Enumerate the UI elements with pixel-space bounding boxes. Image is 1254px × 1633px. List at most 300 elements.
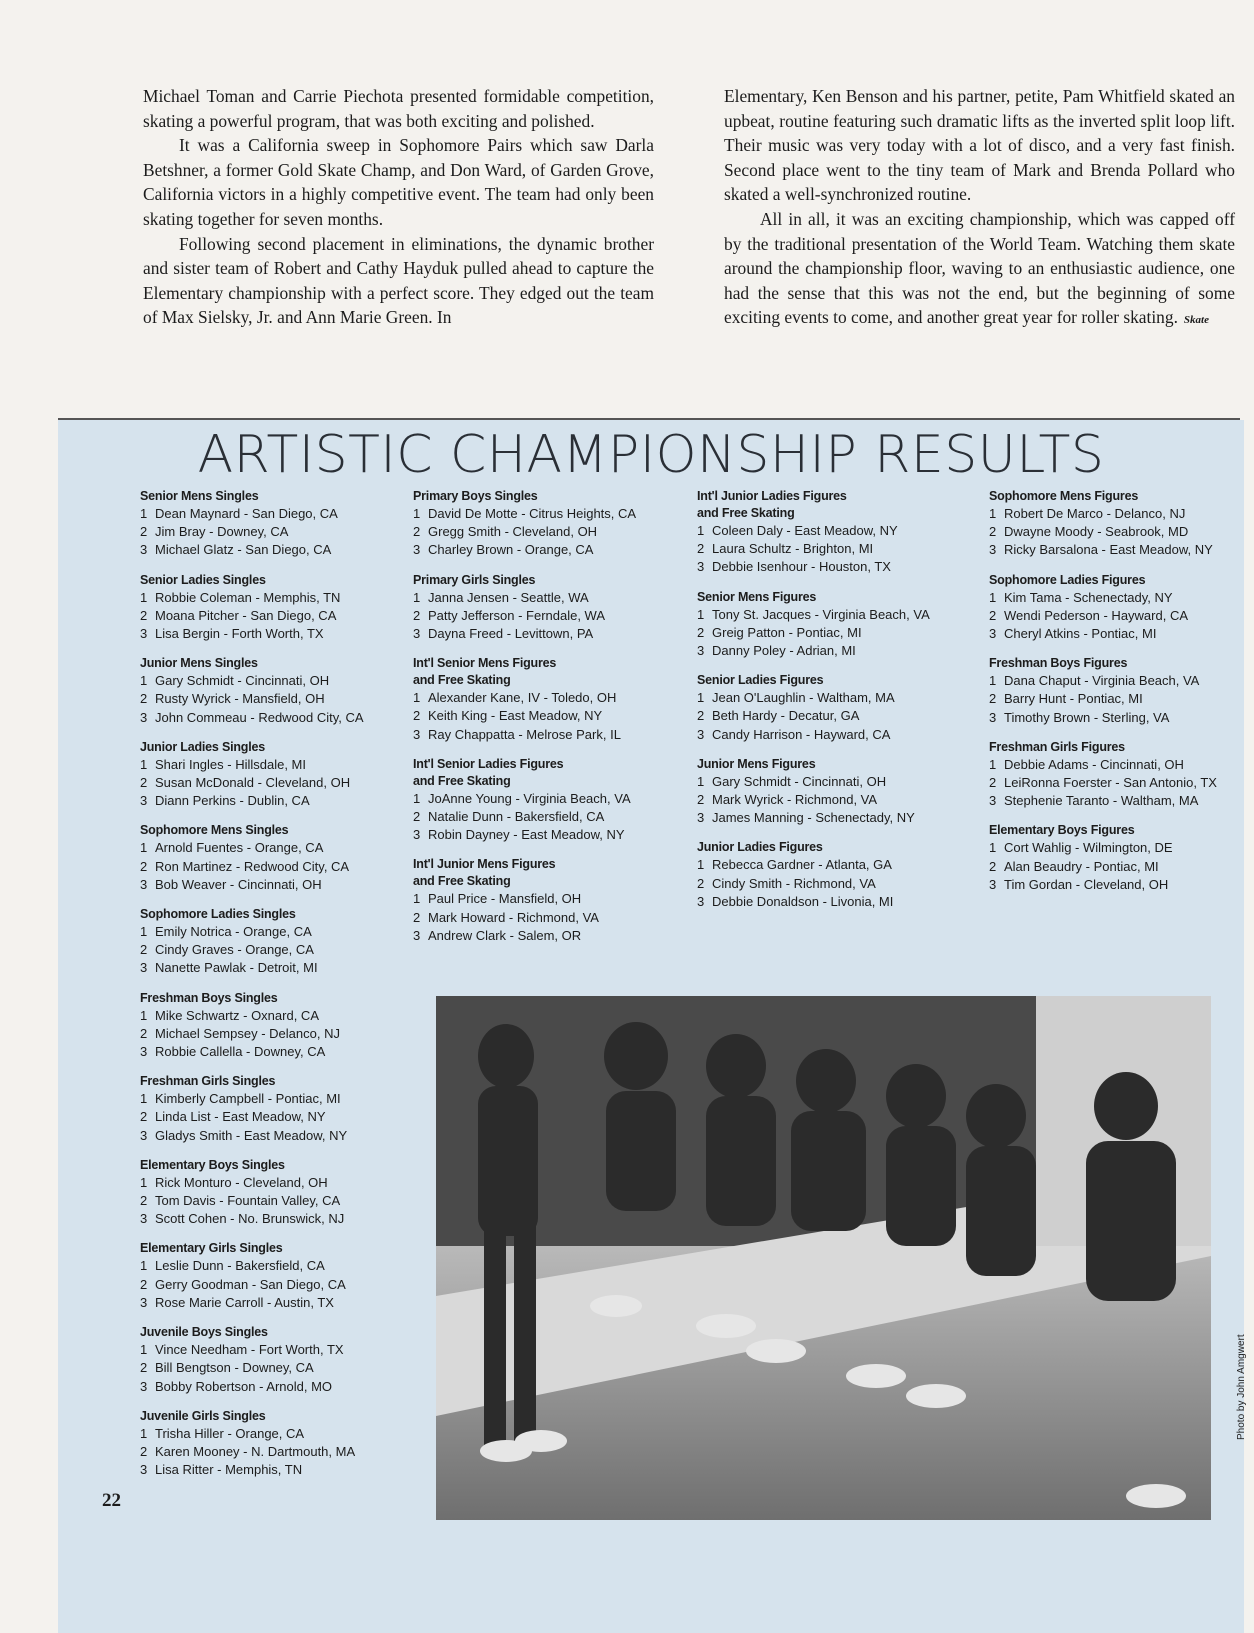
- result-entry: [140, 607, 392, 625]
- result-entry: [413, 505, 677, 523]
- placement-number: 3: [140, 1294, 148, 1310]
- skater-name-location: Gary Schmidt - Cincinnati, OH: [712, 773, 887, 789]
- skater-name-location: Mark Wyrick - Richmond, VA: [712, 792, 878, 808]
- placement-number: 3: [697, 643, 705, 659]
- skaters-photo-illustration: [436, 996, 1211, 1520]
- placement-number: 3: [140, 542, 148, 558]
- skater-name-location: Mark Howard - Richmond, VA: [428, 909, 599, 925]
- results-category: [413, 655, 677, 744]
- results-category: [413, 856, 677, 945]
- placement-number: 3: [697, 893, 705, 909]
- skater-name-location: Rebecca Gardner - Atlanta, GA: [712, 857, 892, 873]
- result-entry: [140, 1127, 392, 1145]
- placement-number: 1: [413, 589, 421, 605]
- skater-name-location: Kim Tama - Schenectady, NY: [1004, 589, 1173, 605]
- result-entry: [140, 1443, 392, 1461]
- placement-number: 1: [140, 589, 148, 605]
- result-entry: [413, 541, 677, 559]
- results-category: [140, 739, 392, 811]
- result-entry: [140, 709, 392, 727]
- placement-number: 2: [989, 524, 997, 540]
- result-entry: [413, 826, 677, 844]
- skater-name-location: Robbie Coleman - Memphis, TN: [155, 589, 341, 605]
- placement-number: 1: [697, 690, 705, 706]
- result-entry: [697, 540, 965, 558]
- results-category: [697, 839, 965, 911]
- result-entry: [140, 756, 392, 774]
- placement-number: 3: [697, 559, 705, 575]
- placement-number: 1: [413, 690, 421, 706]
- category-heading: Int'l Junior Mens Figures: [413, 857, 556, 872]
- result-entry: [413, 927, 677, 945]
- results-category: [989, 655, 1239, 727]
- placement-number: 2: [697, 792, 705, 808]
- result-entry: [989, 839, 1239, 857]
- placement-number: 2: [140, 1276, 148, 1292]
- placement-number: 1: [989, 756, 997, 772]
- results-category: [697, 756, 965, 828]
- placement-number: 3: [989, 626, 997, 642]
- skater-name-location: Jean O'Laughlin - Waltham, MA: [712, 690, 895, 706]
- skaters-photo: [436, 996, 1211, 1520]
- skater-name-location: Bob Weaver - Cincinnati, OH: [155, 876, 322, 892]
- result-entry: [989, 541, 1239, 559]
- placement-number: 3: [140, 793, 148, 809]
- category-heading: Sophomore Ladies Figures: [989, 572, 1146, 587]
- skater-name-location: Ricky Barsalona - East Meadow, NY: [1004, 542, 1213, 558]
- result-entry: [989, 589, 1239, 607]
- placement-number: 3: [697, 810, 705, 826]
- result-entry: [140, 1359, 392, 1377]
- skater-name-location: JoAnne Young - Virginia Beach, VA: [428, 790, 631, 806]
- placement-number: 3: [413, 626, 421, 642]
- category-heading: Sophomore Ladies Singles: [140, 907, 296, 922]
- result-entry: [140, 672, 392, 690]
- placement-number: 2: [697, 708, 705, 724]
- results-category: [140, 488, 392, 560]
- result-entry: [413, 790, 677, 808]
- article-body: [143, 84, 1235, 406]
- placement-number: 3: [140, 876, 148, 892]
- result-entry: [140, 1341, 392, 1359]
- skater-name-location: Michael Glatz - San Diego, CA: [155, 542, 332, 558]
- placement-number: 1: [697, 606, 705, 622]
- result-entry: [697, 606, 965, 624]
- category-heading: Freshman Girls Singles: [140, 1074, 276, 1089]
- results-category: [140, 572, 392, 644]
- results-column-2: [413, 488, 677, 957]
- result-entry: [140, 941, 392, 959]
- result-entry: [413, 523, 677, 541]
- skater-name-location: Debbie Donaldson - Livonia, MI: [712, 893, 894, 909]
- category-heading: Juvenile Boys Singles: [140, 1325, 268, 1340]
- result-entry: [697, 558, 965, 576]
- placement-number: 3: [413, 827, 421, 843]
- category-heading: Senior Mens Figures: [697, 589, 817, 604]
- skater-name-location: Rusty Wyrick - Mansfield, OH: [155, 691, 325, 707]
- skater-name-location: Robin Dayney - East Meadow, NY: [428, 827, 625, 843]
- article-paragraph: [724, 207, 1235, 333]
- placement-number: 3: [140, 1127, 148, 1143]
- skater-name-location: Scott Cohen - No. Brunswick, NJ: [155, 1211, 345, 1227]
- result-entry: [140, 1257, 392, 1275]
- skater-name-location: Karen Mooney - N. Dartmouth, MA: [155, 1443, 356, 1459]
- skater-name-location: Kimberly Campbell - Pontiac, MI: [155, 1091, 341, 1107]
- skater-name-location: Laura Schultz - Brighton, MI: [712, 541, 874, 557]
- placement-number: 3: [140, 1044, 148, 1060]
- skater-name-location: Charley Brown - Orange, CA: [428, 542, 594, 558]
- results-category: [697, 589, 965, 661]
- category-heading: Elementary Boys Figures: [989, 823, 1135, 838]
- result-entry: [697, 707, 965, 725]
- results-category: [989, 739, 1239, 811]
- skater-name-location: Trisha Hiller - Orange, CA: [155, 1425, 305, 1441]
- article-paragraph: Following second placement in eliminations, the dynamic brother and sister team of Robert and Cathy Hayduk pulled ahead to capture the Elementary championship with a perfect score. They edged out the team of Max Sielsky, Jr. and Ann Marie Green. In: [143, 233, 654, 328]
- skater-name-location: Dean Maynard - San Diego, CA: [155, 506, 338, 521]
- category-heading: and Free Skating: [697, 506, 795, 520]
- result-entry: [413, 689, 677, 707]
- result-entry: [989, 756, 1239, 774]
- category-heading: Primary Girls Singles: [413, 572, 536, 587]
- placement-number: 1: [140, 756, 148, 772]
- placement-number: 1: [140, 673, 148, 689]
- result-entry: [413, 890, 677, 908]
- placement-number: 1: [140, 840, 148, 856]
- results-category: [989, 822, 1239, 894]
- placement-number: 2: [140, 942, 148, 958]
- skater-name-location: Greig Patton - Pontiac, MI: [712, 624, 862, 640]
- result-entry: [413, 625, 677, 643]
- skater-name-location: Leslie Dunn - Bakersfield, CA: [155, 1258, 325, 1274]
- placement-number: 2: [140, 775, 148, 791]
- category-heading: Primary Boys Singles: [413, 489, 538, 503]
- placement-number: 2: [140, 1360, 148, 1376]
- result-entry: [413, 808, 677, 826]
- placement-number: 3: [989, 876, 997, 892]
- results-column-4: [989, 488, 1239, 906]
- result-entry: [697, 856, 965, 874]
- result-entry: [140, 1378, 392, 1396]
- placement-number: 3: [989, 542, 997, 558]
- skater-name-location: Alexander Kane, IV - Toledo, OH: [428, 690, 617, 706]
- skater-name-location: Tony St. Jacques - Virginia Beach, VA: [712, 606, 930, 622]
- results-category: [140, 1240, 392, 1312]
- skater-name-location: Dwayne Moody - Seabrook, MD: [1004, 524, 1189, 540]
- skater-name-location: Shari Ingles - Hillsdale, MI: [155, 756, 306, 772]
- result-entry: [697, 624, 965, 642]
- result-entry: [140, 858, 392, 876]
- photo-credit: Photo by John Amgwert: [1236, 1334, 1247, 1440]
- skater-name-location: Stephenie Taranto - Waltham, MA: [1004, 793, 1199, 809]
- category-heading: and Free Skating: [413, 773, 511, 788]
- placement-number: 3: [140, 1462, 148, 1478]
- results-category: [697, 488, 965, 577]
- placement-number: 1: [413, 891, 421, 907]
- results-category: [413, 488, 677, 560]
- placement-number: 1: [140, 1091, 148, 1107]
- placement-number: 2: [413, 909, 421, 925]
- placement-number: 3: [140, 626, 148, 642]
- placement-number: 1: [989, 840, 997, 856]
- skater-name-location: Ron Martinez - Redwood City, CA: [155, 858, 350, 874]
- result-entry: [989, 625, 1239, 643]
- category-heading: and Free Skating: [413, 673, 511, 688]
- skater-name-location: Alan Beaudry - Pontiac, MI: [1004, 858, 1159, 874]
- placement-number: 1: [140, 1425, 148, 1441]
- category-heading: Junior Ladies Figures: [697, 840, 823, 855]
- category-heading: Junior Ladies Singles: [140, 739, 265, 754]
- placement-number: 3: [989, 793, 997, 809]
- skater-name-location: Candy Harrison - Hayward, CA: [712, 726, 891, 742]
- placement-number: 2: [413, 708, 421, 724]
- skater-name-location: James Manning - Schenectady, NY: [712, 810, 915, 826]
- skater-name-location: Lisa Bergin - Forth Worth, TX: [155, 626, 324, 642]
- results-category: [140, 822, 392, 894]
- placement-number: 2: [140, 1443, 148, 1459]
- placement-number: 2: [697, 541, 705, 557]
- category-heading: Junior Mens Singles: [140, 656, 258, 671]
- result-entry: [989, 876, 1239, 894]
- result-entry: [140, 541, 392, 559]
- results-category: [140, 1073, 392, 1145]
- skater-name-location: Tim Gordan - Cleveland, OH: [1004, 876, 1169, 892]
- placement-number: 2: [413, 809, 421, 825]
- result-entry: [140, 1192, 392, 1210]
- category-heading: Sophomore Mens Singles: [140, 823, 289, 838]
- skater-name-location: Paul Price - Mansfield, OH: [428, 891, 582, 907]
- skater-name-location: Cindy Graves - Orange, CA: [155, 942, 314, 958]
- result-entry: [413, 707, 677, 725]
- placement-number: 1: [140, 1174, 148, 1190]
- skater-name-location: Diann Perkins - Dublin, CA: [155, 793, 310, 809]
- results-column-1: [140, 488, 392, 1491]
- placement-number: 2: [140, 1109, 148, 1125]
- results-category: [140, 1408, 392, 1480]
- category-heading: Junior Mens Figures: [697, 756, 816, 771]
- result-entry: [989, 774, 1239, 792]
- result-entry: [140, 959, 392, 977]
- results-category: [697, 672, 965, 744]
- result-entry: [140, 589, 392, 607]
- skater-name-location: Rick Monturo - Cleveland, OH: [155, 1174, 328, 1190]
- result-entry: [697, 689, 965, 707]
- result-entry: [989, 709, 1239, 727]
- placement-number: 1: [697, 857, 705, 873]
- placement-number: 3: [140, 1378, 148, 1394]
- placement-number: 2: [989, 858, 997, 874]
- result-entry: [140, 1090, 392, 1108]
- result-entry: [140, 625, 392, 643]
- category-heading: Senior Mens Singles: [140, 489, 259, 503]
- skater-name-location: John Commeau - Redwood City, CA: [155, 709, 364, 725]
- skater-name-location: Gregg Smith - Cleveland, OH: [428, 524, 598, 540]
- result-entry: [140, 1025, 392, 1043]
- result-entry: [140, 690, 392, 708]
- skater-name-location: Janna Jensen - Seattle, WA: [428, 589, 589, 605]
- skater-name-location: Robbie Callella - Downey, CA: [155, 1044, 326, 1060]
- result-entry: [140, 839, 392, 857]
- results-category: [989, 488, 1239, 560]
- skater-name-location: Patty Jefferson - Ferndale, WA: [428, 607, 606, 623]
- results-category: [413, 572, 677, 644]
- skater-name-location: Ray Chappatta - Melrose Park, IL: [428, 726, 621, 742]
- placement-number: 1: [989, 589, 997, 605]
- placement-number: 3: [140, 960, 148, 976]
- result-entry: [697, 773, 965, 791]
- article-paragraph: Elementary, Ken Benson and his partner, petite, Pam Whitfield skated an upbeat, routine featuring such dramatic lifts as the inverted split loop lift. Their music was very today with a lot of disco, and a very fast finish. Second place went to the tiny team of Mark and Brenda Pollard who skated a well-synchronized routine.: [724, 86, 1235, 205]
- results-category: [989, 572, 1239, 644]
- placement-number: 3: [989, 709, 997, 725]
- placement-number: 2: [140, 524, 148, 540]
- placement-number: 2: [140, 1193, 148, 1209]
- result-entry: [140, 505, 392, 523]
- result-entry: [140, 876, 392, 894]
- skater-name-location: Linda List - East Meadow, NY: [155, 1109, 326, 1125]
- skater-name-location: Cindy Smith - Richmond, VA: [712, 875, 876, 891]
- result-entry: [413, 726, 677, 744]
- placement-number: 1: [140, 924, 148, 940]
- category-heading: Juvenile Girls Singles: [140, 1408, 266, 1423]
- placement-number: 1: [140, 1342, 148, 1358]
- category-heading: Freshman Boys Singles: [140, 990, 278, 1005]
- skater-name-location: Susan McDonald - Cleveland, OH: [155, 775, 351, 791]
- results-title: ARTISTIC CHAMPIONSHIP RESULTS: [197, 425, 1105, 485]
- category-heading: Senior Ladies Singles: [140, 572, 266, 587]
- skater-name-location: Jim Bray - Downey, CA: [155, 524, 289, 540]
- placement-number: 3: [140, 709, 148, 725]
- category-heading: Elementary Girls Singles: [140, 1241, 283, 1256]
- placement-number: 1: [413, 790, 421, 806]
- category-heading: Freshman Girls Figures: [989, 739, 1125, 754]
- placement-number: 1: [413, 506, 421, 521]
- result-entry: [140, 1210, 392, 1228]
- skater-name-location: Barry Hunt - Pontiac, MI: [1004, 691, 1143, 707]
- placement-number: 1: [697, 523, 705, 538]
- skater-name-location: Dana Chaput - Virginia Beach, VA: [1004, 673, 1200, 689]
- category-heading: Senior Ladies Figures: [697, 673, 824, 688]
- placement-number: 2: [413, 607, 421, 623]
- result-entry: [140, 1425, 392, 1443]
- category-heading: Int'l Junior Ladies Figures: [697, 489, 847, 503]
- placement-number: 2: [140, 858, 148, 874]
- placement-number: 1: [989, 673, 997, 689]
- skater-name-location: David De Motte - Citrus Heights, CA: [428, 506, 637, 521]
- result-entry: [140, 1276, 392, 1294]
- skater-name-location: Debbie Isenhour - Houston, TX: [712, 559, 891, 575]
- article-paragraph: Michael Toman and Carrie Piechota presented formidable competition, skating a powerful program, that was both exciting and polished.: [143, 86, 654, 131]
- article-closing-text: All in all, it was an exciting championship, which was capped off by the traditional presentation of the World Team. Watching them skate around the championship floor, waving to an enthusiastic audience, one had the sense that this was not the end, but the beginning of some exciting events to come, and another great year for roller skating.: [724, 208, 1235, 328]
- skater-name-location: Andrew Clark - Salem, OR: [428, 927, 582, 943]
- results-category: [140, 655, 392, 727]
- placement-number: 2: [140, 607, 148, 623]
- result-entry: [989, 858, 1239, 876]
- category-heading: Int'l Senior Mens Figures: [413, 656, 557, 671]
- skater-name-location: Wendi Pederson - Hayward, CA: [1004, 607, 1189, 623]
- result-entry: [697, 809, 965, 827]
- skater-name-location: Beth Hardy - Decatur, GA: [712, 708, 860, 724]
- placement-number: 3: [413, 726, 421, 742]
- results-category: [413, 756, 677, 845]
- skater-name-location: Gerry Goodman - San Diego, CA: [155, 1276, 346, 1292]
- placement-number: 3: [413, 927, 421, 943]
- result-entry: [697, 642, 965, 660]
- result-entry: [140, 1043, 392, 1061]
- result-entry: [140, 1294, 392, 1312]
- skater-name-location: Vince Needham - Fort Worth, TX: [155, 1342, 344, 1358]
- skater-name-location: Arnold Fuentes - Orange, CA: [155, 840, 324, 856]
- result-entry: [140, 774, 392, 792]
- result-entry: [140, 1174, 392, 1192]
- result-entry: [697, 791, 965, 809]
- skater-name-location: Danny Poley - Adrian, MI: [712, 643, 856, 659]
- skater-name-location: Moana Pitcher - San Diego, CA: [155, 607, 337, 623]
- result-entry: [140, 1461, 392, 1479]
- result-entry: [989, 690, 1239, 708]
- result-entry: [413, 909, 677, 927]
- placement-number: 1: [140, 1007, 148, 1023]
- placement-number: 2: [697, 875, 705, 891]
- placement-number: 2: [413, 524, 421, 540]
- result-entry: [697, 875, 965, 893]
- skater-name-location: Mike Schwartz - Oxnard, CA: [155, 1007, 319, 1023]
- category-heading: Int'l Senior Ladies Figures: [413, 756, 564, 771]
- skater-name-location: Bill Bengtson - Downey, CA: [155, 1360, 314, 1376]
- skater-name-location: Dayna Freed - Levittown, PA: [428, 626, 594, 642]
- category-heading: Freshman Boys Figures: [989, 656, 1128, 671]
- results-category: [140, 1324, 392, 1396]
- results-category: [140, 990, 392, 1062]
- results-category: [140, 906, 392, 978]
- placement-number: 2: [140, 1025, 148, 1041]
- result-entry: [697, 522, 965, 540]
- skater-name-location: Cheryl Atkins - Pontiac, MI: [1004, 626, 1157, 642]
- placement-number: 3: [140, 1211, 148, 1227]
- result-entry: [140, 792, 392, 810]
- placement-number: 1: [697, 773, 705, 789]
- results-column-3: [697, 488, 965, 923]
- page-number: 22: [102, 1490, 121, 1511]
- placement-number: 2: [140, 691, 148, 707]
- result-entry: [140, 523, 392, 541]
- result-entry: [989, 523, 1239, 541]
- placement-number: 1: [140, 506, 148, 521]
- skater-name-location: Debbie Adams - Cincinnati, OH: [1004, 756, 1184, 772]
- result-entry: [989, 607, 1239, 625]
- skater-name-location: Gary Schmidt - Cincinnati, OH: [155, 673, 330, 689]
- placement-number: 1: [989, 506, 997, 521]
- result-entry: [140, 1108, 392, 1126]
- placement-number: 1: [140, 1258, 148, 1274]
- skater-name-location: Cort Wahlig - Wilmington, DE: [1004, 840, 1173, 856]
- skater-name-location: Timothy Brown - Sterling, VA: [1004, 709, 1170, 725]
- placement-number: 2: [989, 607, 997, 623]
- category-heading: Elementary Boys Singles: [140, 1157, 285, 1172]
- skater-name-location: Tom Davis - Fountain Valley, CA: [155, 1193, 341, 1209]
- skater-name-location: Lisa Ritter - Memphis, TN: [155, 1462, 303, 1478]
- result-entry: [413, 589, 677, 607]
- category-heading: and Free Skating: [413, 874, 511, 889]
- article-signature: Skate: [1183, 314, 1209, 327]
- result-entry: [413, 607, 677, 625]
- result-entry: [697, 893, 965, 911]
- result-entry: [140, 923, 392, 941]
- skater-name-location: Coleen Daly - East Meadow, NY: [712, 523, 898, 538]
- result-entry: [697, 726, 965, 744]
- placement-number: 3: [413, 542, 421, 558]
- category-heading: Sophomore Mens Figures: [989, 489, 1139, 503]
- result-entry: [140, 1007, 392, 1025]
- skater-name-location: Robert De Marco - Delanco, NJ: [1004, 506, 1186, 521]
